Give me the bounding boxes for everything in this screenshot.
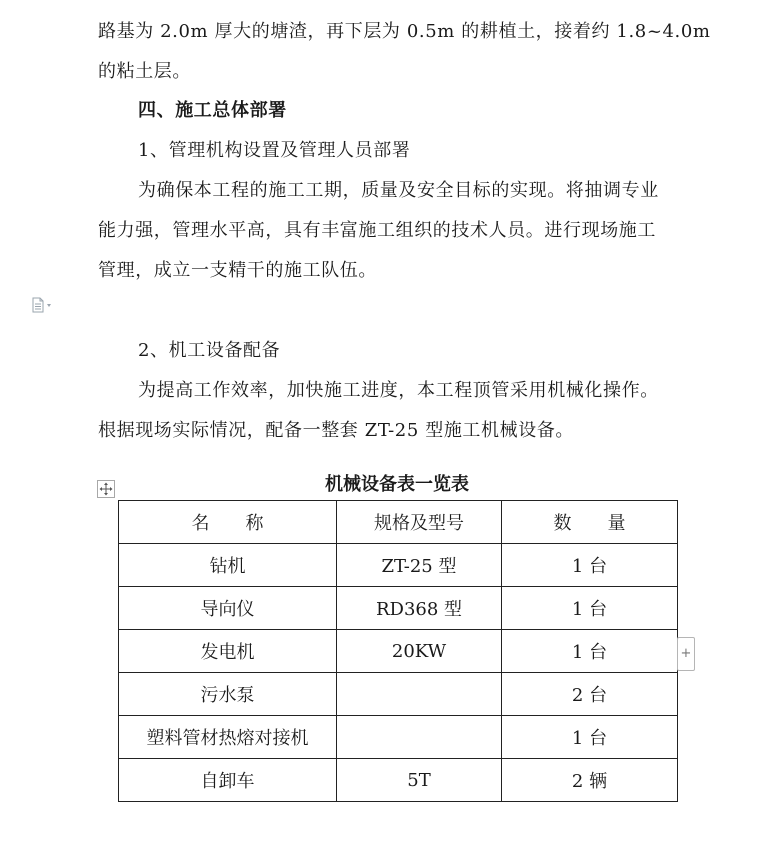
subsection-heading: 1、管理机构设置及管理人员部署: [138, 140, 411, 161]
cell-name: 导向仪: [119, 587, 337, 630]
table-header-row: [119, 501, 678, 544]
cell-quantity: 1 台: [502, 716, 678, 759]
paragraph-line: 为提高工作效率，加快施工进度，本工程顶管采用机械化操作。: [138, 380, 659, 401]
move-handle-icon[interactable]: [97, 480, 115, 498]
cell-spec: ZT-25 型: [337, 544, 502, 587]
cell-quantity: 2 辆: [502, 759, 678, 802]
table-row: [119, 544, 678, 587]
cell-spec: RD368 型: [337, 587, 502, 630]
cell-quantity: 1 台: [502, 630, 678, 673]
cell-name: 发电机: [119, 630, 337, 673]
section-heading: 四、施工总体部署: [138, 100, 287, 121]
table-row: [119, 630, 678, 673]
cell-spec: 5T: [337, 759, 502, 802]
subsection-heading: 2、机工设备配备: [138, 340, 281, 361]
cell-name: 污水泵: [119, 673, 337, 716]
column-header-quantity: 数 量: [502, 501, 678, 544]
paragraph-line: 为确保本工程的施工工期，质量及安全目标的实现。将抽调专业: [138, 180, 659, 201]
paragraph-line: 的粘土层。: [98, 61, 191, 82]
cell-name: 自卸车: [119, 759, 337, 802]
cell-quantity: 1 台: [502, 544, 678, 587]
paragraph-line: 路基为 2.0m 厚大的塘渣，再下层为 0.5m 的耕植土，接着约 1.8~4.0m: [98, 21, 711, 42]
cell-quantity: 2 台: [502, 673, 678, 716]
add-row-button[interactable]: [677, 637, 695, 671]
cell-spec: [337, 716, 502, 759]
table-row: [119, 759, 678, 802]
equipment-table: [118, 500, 678, 802]
cell-name: 塑料管材热熔对接机: [119, 716, 337, 759]
table-row: [119, 587, 678, 630]
paragraph-line: 根据现场实际情况，配备一整套 ZT-25 型施工机械设备。: [98, 420, 575, 441]
cell-name: 钻机: [119, 544, 337, 587]
table-row: [119, 716, 678, 759]
column-header-spec: 规格及型号: [337, 501, 502, 544]
paragraph-line: 管理，成立一支精干的施工队伍。: [98, 260, 377, 281]
cell-spec: [337, 673, 502, 716]
table-row: [119, 673, 678, 716]
column-header-name: 名 称: [119, 501, 337, 544]
cell-spec: 20KW: [337, 630, 502, 673]
paragraph-line: 能力强，管理水平高，具有丰富施工组织的技术人员。进行现场施工: [98, 220, 656, 241]
table-title: 机械设备表一览表: [325, 474, 469, 495]
document-dropdown-icon[interactable]: [31, 297, 53, 313]
plus-icon: +: [680, 646, 692, 661]
cell-quantity: 1 台: [502, 587, 678, 630]
